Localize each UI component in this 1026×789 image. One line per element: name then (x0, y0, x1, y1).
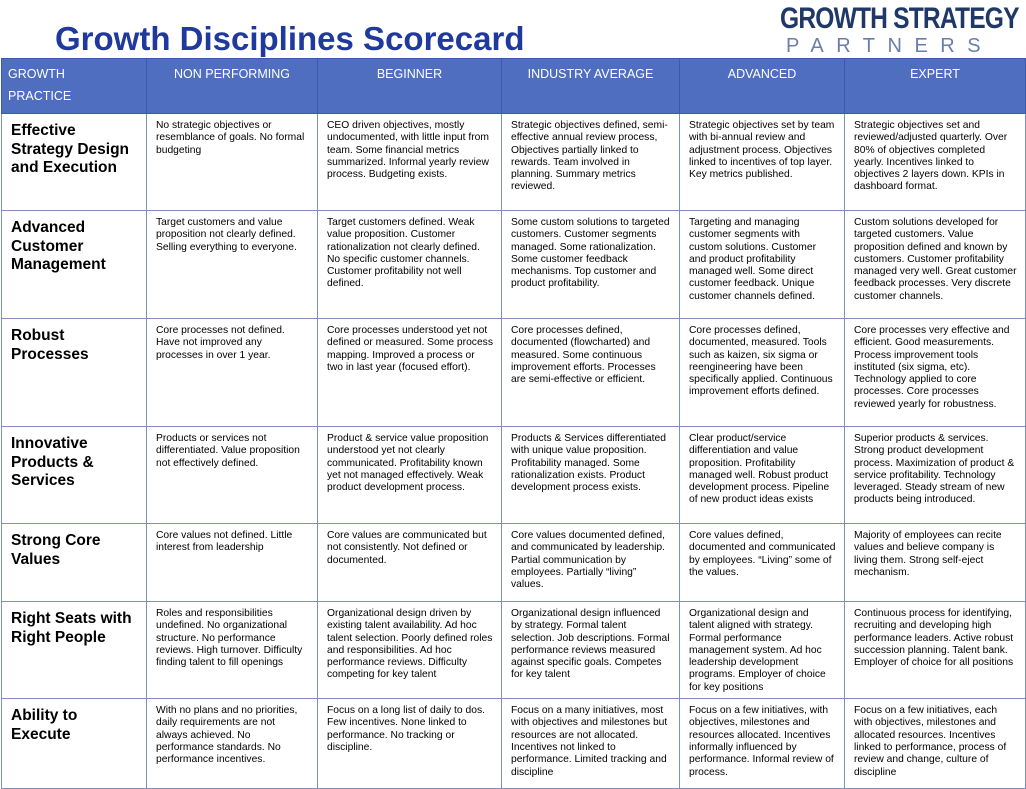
practice-label: Innovative Products & Services (2, 427, 147, 524)
table-cell: Core processes very effective and efficient. Good measurements. Process improvement tools instituted (six sigma, etc). Technology applied to core processes. Core processes reviewed yearly for robustness. (845, 319, 1026, 427)
table-cell: Continuous process for identifying, recruiting and developing high performance leaders. Active robust succession planning. Talent bank. Employer of choice for all positions (845, 602, 1026, 699)
table-cell: Core processes defined, documented, measured. Tools such as kaizen, six sigma or reengineering have been specifically applied. Continuous improvement efforts defined. (680, 319, 845, 427)
table-cell: Organizational design driven by existing talent availability. Ad hoc talent selection. Poorly defined roles and responsibilities. Ad hoc performance reviews. Difficulty competing for key talent (318, 602, 502, 699)
practice-label: Advanced Customer Management (2, 211, 147, 319)
table-cell: Core values defined, documented and communicated by employees. “Living” some of the values. (680, 524, 845, 602)
header-advanced: ADVANCED (680, 59, 845, 114)
table-cell: Target customers and value proposition not clearly defined. Selling everything to everyone. (147, 211, 318, 319)
header-row (2, 59, 1026, 114)
table-cell: Organizational design influenced by strategy. Formal talent selection. Job descriptions. Formal performance reviews measured against specific goals. Competes for key talent (502, 602, 680, 699)
table-row-products (2, 427, 1026, 524)
company-logo (780, 2, 1020, 58)
table-cell: Focus on a few initiatives, with objectives, milestones and resources allocated. Incentives informally influenced by performance. Informal review of process. (680, 699, 845, 789)
table-cell: Majority of employees can recite values and believe company is living them. Strong self-eject mechanism. (845, 524, 1026, 602)
table-cell: Core values are communicated but not consistently. Not defined or documented. (318, 524, 502, 602)
practice-label: Right Seats with Right People (2, 602, 147, 699)
table-cell: Products or services not differentiated. Value proposition not effectively defined. (147, 427, 318, 524)
table-cell: Products & Services differentiated with unique value proposition. Profitability managed. Some rationalization exists. Product development process exists. (502, 427, 680, 524)
table-cell: Custom solutions developed for targeted customers. Value proposition defined and known by customers. Customer profitability managed very well. Great customer feedback processes. Very discrete customer channels. (845, 211, 1026, 319)
table-cell: Focus on a few initiatives, each with objectives, milestones and allocated resources. Incentives linked to performance, process of review and change, culture of discipline (845, 699, 1026, 789)
table-cell: Strategic objectives defined, semi-effective annual review process, Objectives partially linked to rewards. Team involved in planning. Summary metrics reviewed. (502, 114, 680, 211)
table-cell: Clear product/service differentiation and value proposition. Profitability managed well. Robust product development process. Pipeline of new product ideas exists (680, 427, 845, 524)
table-row-strategy (2, 114, 1026, 211)
table-cell: Targeting and managing customer segments with custom solutions. Customer and product profitability managed well. Some direct customer feedback. Unique customer channels defined. (680, 211, 845, 319)
practice-label: Strong Core Values (2, 524, 147, 602)
table-cell: Focus on a long list of daily to dos. Few incentives. None linked to performance. No tracking or discipline. (318, 699, 502, 789)
table-row-processes (2, 319, 1026, 427)
table-cell: Core processes defined, documented (flowcharted) and measured. Some continuous improvement efforts. Processes are semi-effective or efficient. (502, 319, 680, 427)
table-cell: Some custom solutions to targeted customers. Customer segments managed. Some rationalization. Some customer feedback mechanisms. Top customer and product profitability. (502, 211, 680, 319)
page-title: Growth Disciplines Scorecard (55, 20, 525, 57)
header-non-performing: NON PERFORMING (147, 59, 318, 114)
table-cell: Product & service value proposition understood yet not clearly communicated. Profitability known yet not managed effectively. Weak product development process. (318, 427, 502, 524)
practice-label: Effective Strategy Design and Execution (2, 114, 147, 211)
table-cell: Core processes understood yet not defined or measured. Some process mapping. Improved a process or two in last year (focused effort). (318, 319, 502, 427)
table-row-customer (2, 211, 1026, 319)
header-growth-practice (2, 59, 147, 114)
practice-label: Robust Processes (2, 319, 147, 427)
table-cell: Target customers defined. Weak value proposition. Customer rationalization not clearly defined. No specific customer channels. Customer profitability not well defined. (318, 211, 502, 319)
table-row-execute (2, 699, 1026, 789)
table-cell: Superior products & services. Strong product development process. Maximization of product & service profitability. Technology leveraged. Steady stream of new products being introduced. (845, 427, 1026, 524)
table-cell: CEO driven objectives, mostly undocumented, with little input from team. Some financial metrics summarized. Informal yearly review process. Budgeting exists. (318, 114, 502, 211)
table-cell: Strategic objectives set by team with bi-annual review and adjustment process. Objectives linked to incentives of top layer. Key metrics published. (680, 114, 845, 211)
header-practice-line-1: GROWTH (8, 67, 65, 81)
table-cell: Focus on a many initiatives, most with objectives and milestones but resources are not allocated. Incentives not linked to performance. Limited tracking and discipline (502, 699, 680, 789)
logo-line-1: GROWTH STRATEGY (780, 2, 1019, 35)
table-cell: Strategic objectives set and reviewed/adjusted quarterly. Over 80% of objectives completed yearly. Incentives linked to objectives 2 layers down. KPIs in dashboard format. (845, 114, 1026, 211)
table-cell: No strategic objectives or resemblance of goals. No formal budgeting (147, 114, 318, 211)
table-row-people (2, 602, 1026, 699)
table-cell: Organizational design and talent aligned with strategy. Formal performance management system. Ad hoc leadership development programs. Employer of choice for key positions (680, 602, 845, 699)
header-beginner: BEGINNER (318, 59, 502, 114)
header-industry-average: INDUSTRY AVERAGE (502, 59, 680, 114)
table-row-values (2, 524, 1026, 602)
table-cell: Core values not defined. Little interest from leadership (147, 524, 318, 602)
header-expert: EXPERT (845, 59, 1026, 114)
header-practice-line-2: PRACTICE (8, 89, 72, 103)
table-cell: With no plans and no priorities, daily requirements are not always achieved. No performance standards. No performance incentives. (147, 699, 318, 789)
table-cell: Core values documented defined, and communicated by leadership. Partial communication by employees. Partially “living” values. (502, 524, 680, 602)
logo-line-2: PARTNERS (786, 35, 994, 57)
practice-label: Ability to Execute (2, 699, 147, 789)
scorecard-table (1, 58, 1026, 789)
table-cell: Roles and responsibilities undefined. No organizational structure. No performance reviews. High turnover. Difficulty finding talent to fill openings (147, 602, 318, 699)
table-cell: Core processes not defined. Have not improved any processes in over 1 year. (147, 319, 318, 427)
